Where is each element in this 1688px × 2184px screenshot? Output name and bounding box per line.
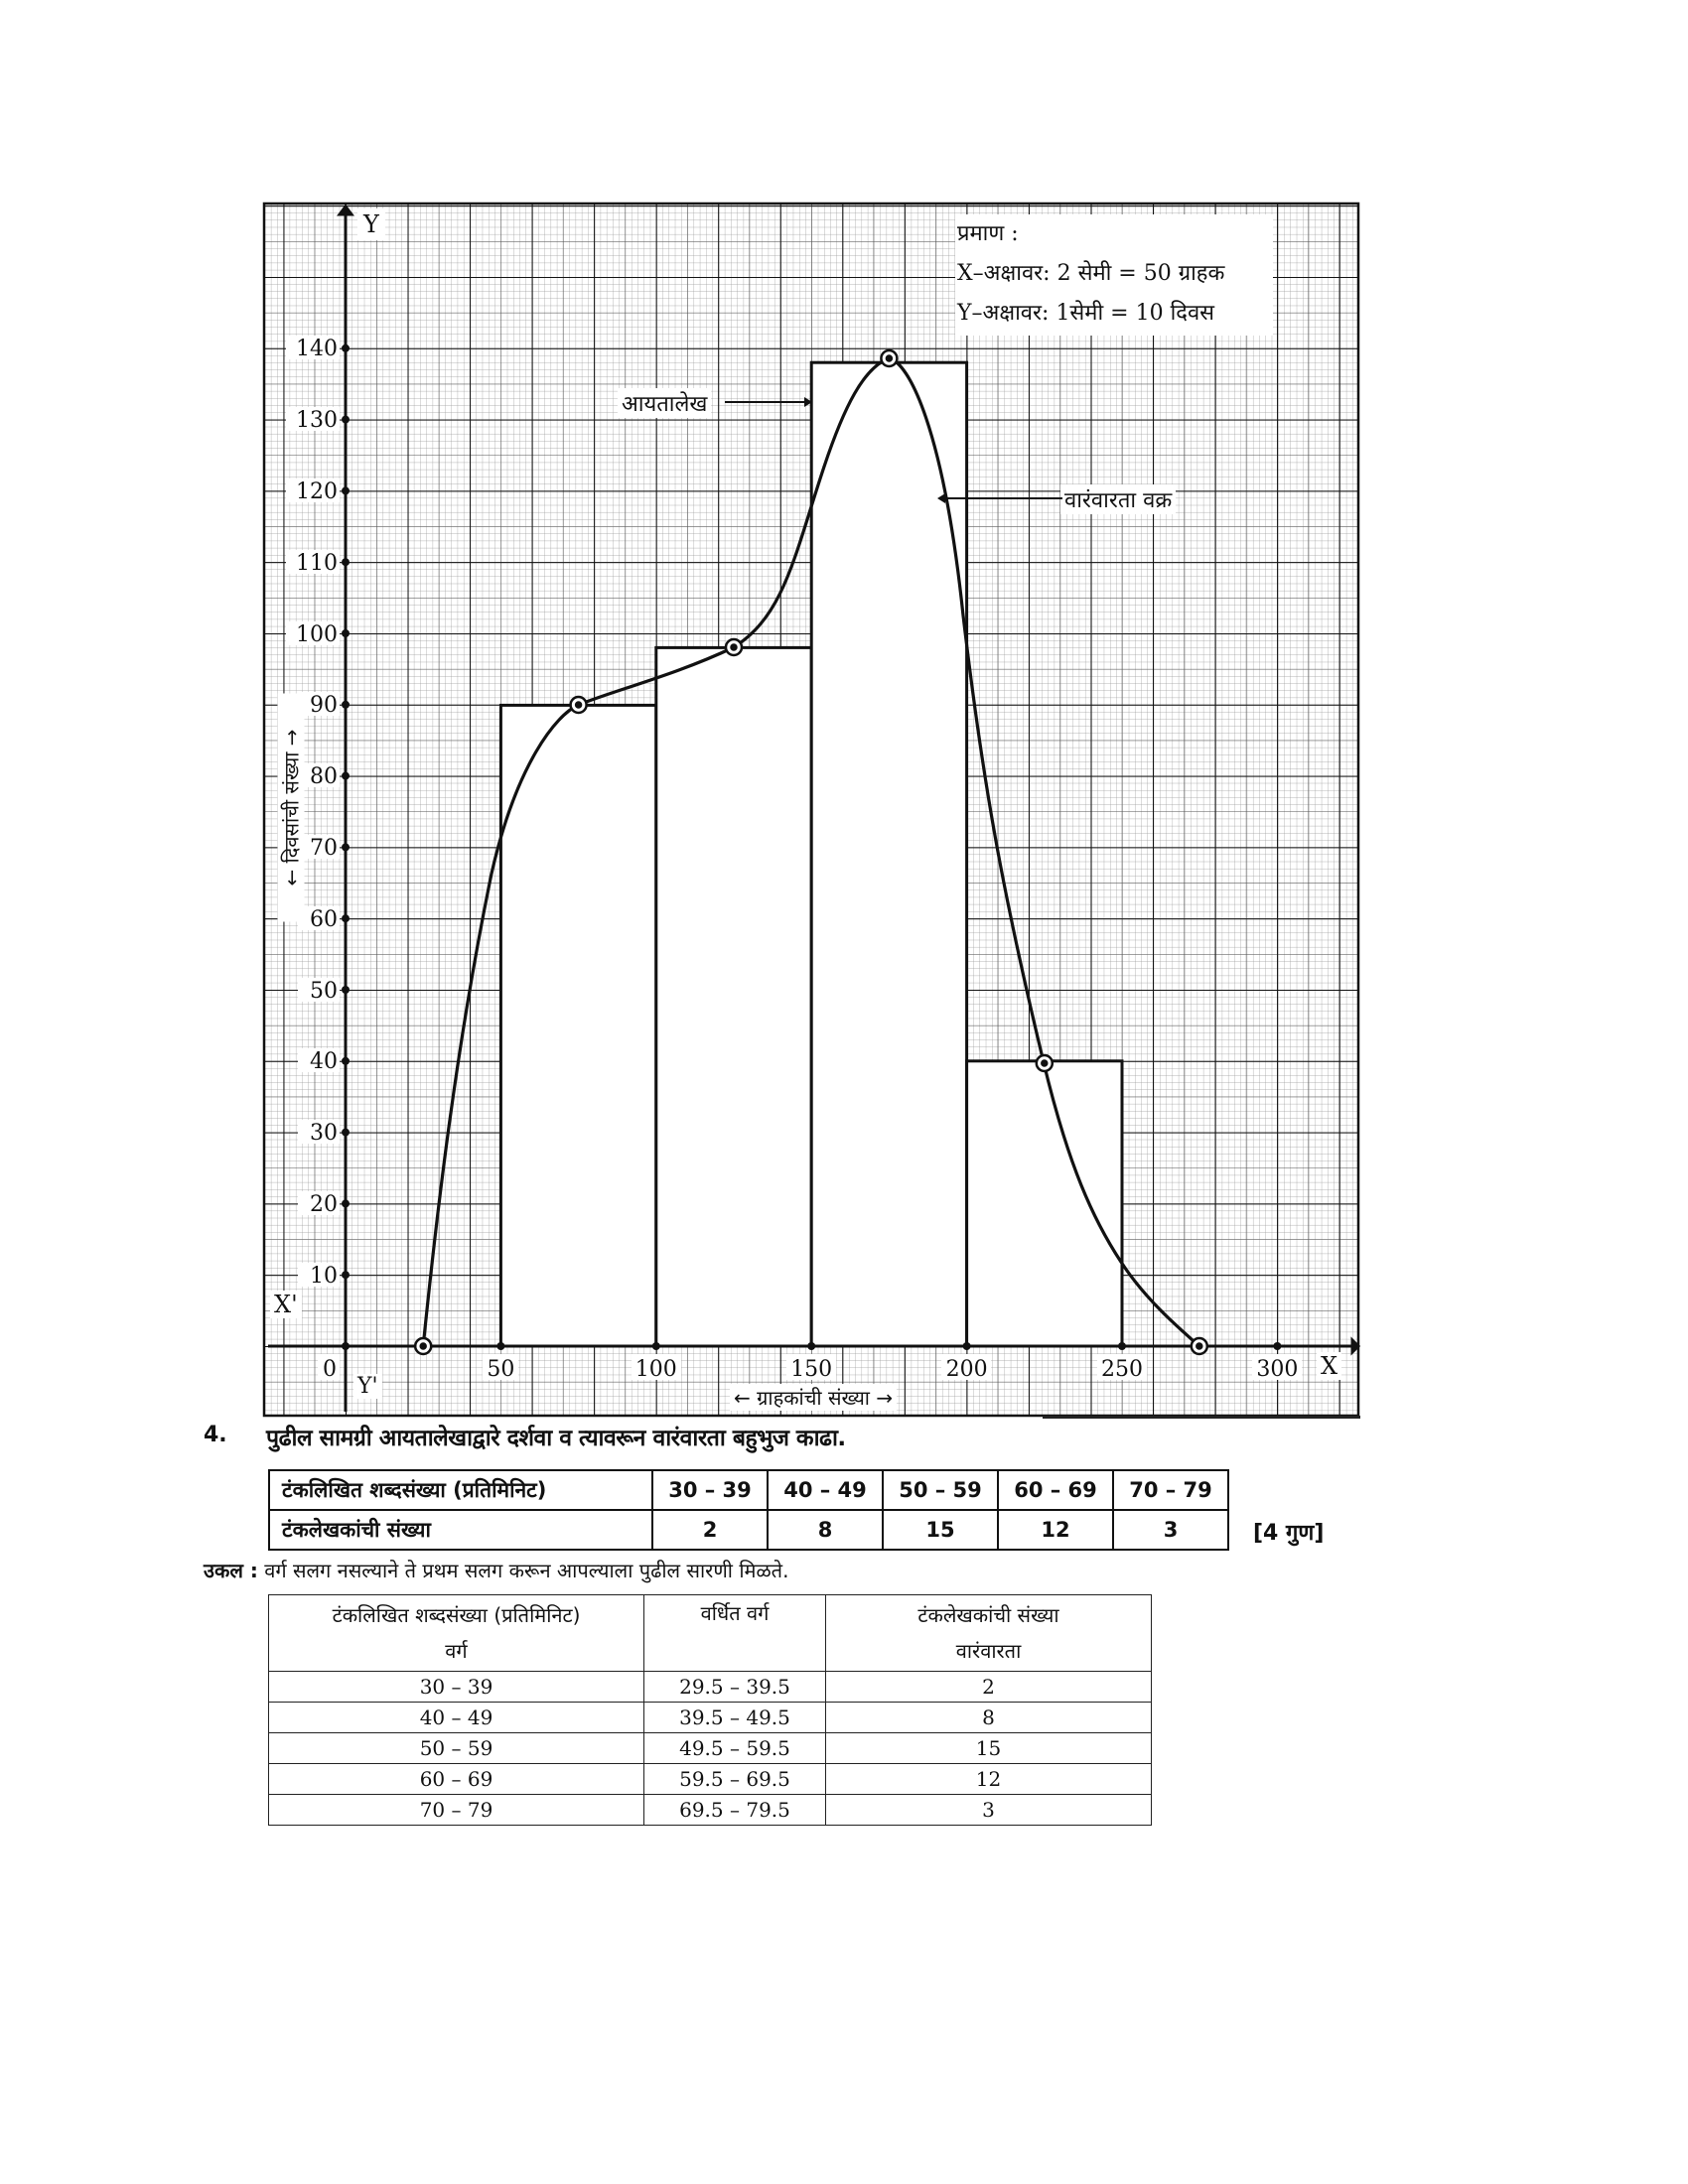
- extended-class-cell: 49.5 – 59.5: [644, 1733, 826, 1764]
- class-cell: 30 – 39: [269, 1672, 644, 1703]
- svg-text:40: 40: [310, 1049, 338, 1074]
- question-number: 4.: [204, 1423, 227, 1447]
- svg-text:80: 80: [310, 764, 338, 789]
- svg-text:250: 250: [1101, 1357, 1143, 1382]
- svg-text:200: 200: [945, 1357, 988, 1382]
- header-cell: [644, 1595, 826, 1672]
- marks-badge: [4 गुण]: [1253, 1521, 1325, 1546]
- freq-cell: 15: [883, 1510, 998, 1550]
- scale-x: X–अक्षावर: 2 सेमी = 50 ग्राहक: [957, 261, 1225, 286]
- histogram-label: आयतालेख: [618, 388, 711, 418]
- solution-line: [204, 1557, 788, 1583]
- bar-50-100: [500, 705, 655, 1346]
- svg-text:140: 140: [296, 337, 338, 361]
- axis-y-label: Y: [357, 208, 385, 240]
- bar-200-250: [967, 1061, 1122, 1346]
- table-row: [269, 1764, 1152, 1795]
- svg-text:10: 10: [310, 1264, 338, 1289]
- table-row: [269, 1795, 1152, 1826]
- svg-text:300: 300: [1256, 1357, 1299, 1382]
- axis-x-neg-label: X': [270, 1291, 302, 1318]
- table-row: [269, 1470, 1228, 1510]
- header-line: वर्ग: [445, 1639, 468, 1663]
- class-cell: 50 – 59: [269, 1733, 644, 1764]
- svg-text:30: 30: [310, 1121, 338, 1146]
- extended-class-cell: 29.5 – 39.5: [644, 1672, 826, 1703]
- scale-y: Y–अक्षावर: 1सेमी = 10 दिवस: [957, 301, 1215, 326]
- header-line: वर्धित वर्ग: [700, 1601, 770, 1625]
- row-header: टंकलिखित शब्दसंख्या (प्रतिमिनिट): [269, 1470, 652, 1510]
- class-cell: 50 – 59: [883, 1470, 998, 1510]
- svg-text:60: 60: [310, 907, 338, 932]
- curve-arrow-icon: [935, 488, 1064, 508]
- class-cell: 40 – 49: [269, 1703, 644, 1733]
- class-cell: 40 – 49: [768, 1470, 883, 1510]
- freq-cell: 12: [998, 1510, 1113, 1550]
- table-row: [269, 1733, 1152, 1764]
- axis-x-label: X: [1317, 1352, 1341, 1380]
- class-cell: 70 – 79: [269, 1795, 644, 1826]
- svg-text:50: 50: [310, 979, 338, 1004]
- class-cell: 60 – 69: [998, 1470, 1113, 1510]
- bar-150-200: [811, 362, 966, 1346]
- solution-label: उकल :: [204, 1559, 258, 1582]
- row-header: टंकलेखकांची संख्या: [269, 1510, 652, 1550]
- class-cell: 70 – 79: [1113, 1470, 1228, 1510]
- freq-cell: 8: [768, 1510, 883, 1550]
- header-cell: [826, 1595, 1152, 1672]
- header-line: वारंवारता: [955, 1639, 1022, 1663]
- header-line: टंकलिखित शब्दसंख्या (प्रतिमिनिट): [332, 1603, 581, 1627]
- class-cell: 30 – 39: [652, 1470, 768, 1510]
- freq-cell: 15: [826, 1733, 1152, 1764]
- solution-text: वर्ग सलग नसल्याने ते प्रथम सलग करून आपल्याला पुढील सारणी मिळते.: [264, 1559, 789, 1582]
- header-cell: [269, 1595, 644, 1672]
- svg-text:50: 50: [487, 1357, 515, 1382]
- header-line: टंकलेखकांची संख्या: [917, 1603, 1059, 1627]
- scale-legend-box: [955, 214, 1273, 336]
- freq-cell: 3: [1113, 1510, 1228, 1550]
- bar-100-150: [656, 647, 811, 1346]
- extended-class-cell: 59.5 – 69.5: [644, 1764, 826, 1795]
- question-text: पुढील सामग्री आयतालेखाद्वारे दर्शवा व त्यावरून वारंवारता बहुभुज काढा.: [266, 1426, 846, 1451]
- svg-text:70: 70: [310, 836, 338, 861]
- freq-cell: 2: [652, 1510, 768, 1550]
- scale-title: प्रमाण :: [957, 221, 1019, 246]
- svg-text:120: 120: [296, 479, 338, 504]
- table-row: [269, 1510, 1228, 1550]
- table-header-row: [269, 1595, 1152, 1672]
- svg-text:0: 0: [323, 1357, 337, 1382]
- frequency-curve-label: वारंवारता वक्र: [1060, 484, 1176, 514]
- question-data-table: [268, 1469, 1229, 1551]
- table-row: [269, 1672, 1152, 1703]
- freq-cell: 8: [826, 1703, 1152, 1733]
- histogram-arrow-icon: [725, 392, 814, 412]
- table-row: [269, 1703, 1152, 1733]
- freq-cell: 12: [826, 1764, 1152, 1795]
- divider: [1043, 1416, 1360, 1419]
- svg-text:90: 90: [310, 693, 338, 718]
- solution-table: [268, 1594, 1152, 1826]
- svg-text:100: 100: [634, 1357, 677, 1382]
- freq-cell: 3: [826, 1795, 1152, 1826]
- svg-text:20: 20: [310, 1192, 338, 1217]
- extended-class-cell: 69.5 – 79.5: [644, 1795, 826, 1826]
- axis-y-neg-label: Y': [353, 1374, 382, 1399]
- extended-class-cell: 39.5 – 49.5: [644, 1703, 826, 1733]
- x-axis-title: ← ग्राहकांची संख्या →: [730, 1384, 897, 1411]
- y-axis-title: ← दिवसांची संख्या →: [278, 694, 305, 922]
- svg-text:100: 100: [296, 622, 338, 647]
- freq-cell: 2: [826, 1672, 1152, 1703]
- class-cell: 60 – 69: [269, 1764, 644, 1795]
- svg-text:150: 150: [790, 1357, 833, 1382]
- svg-text:130: 130: [296, 408, 338, 433]
- svg-text:110: 110: [296, 551, 338, 576]
